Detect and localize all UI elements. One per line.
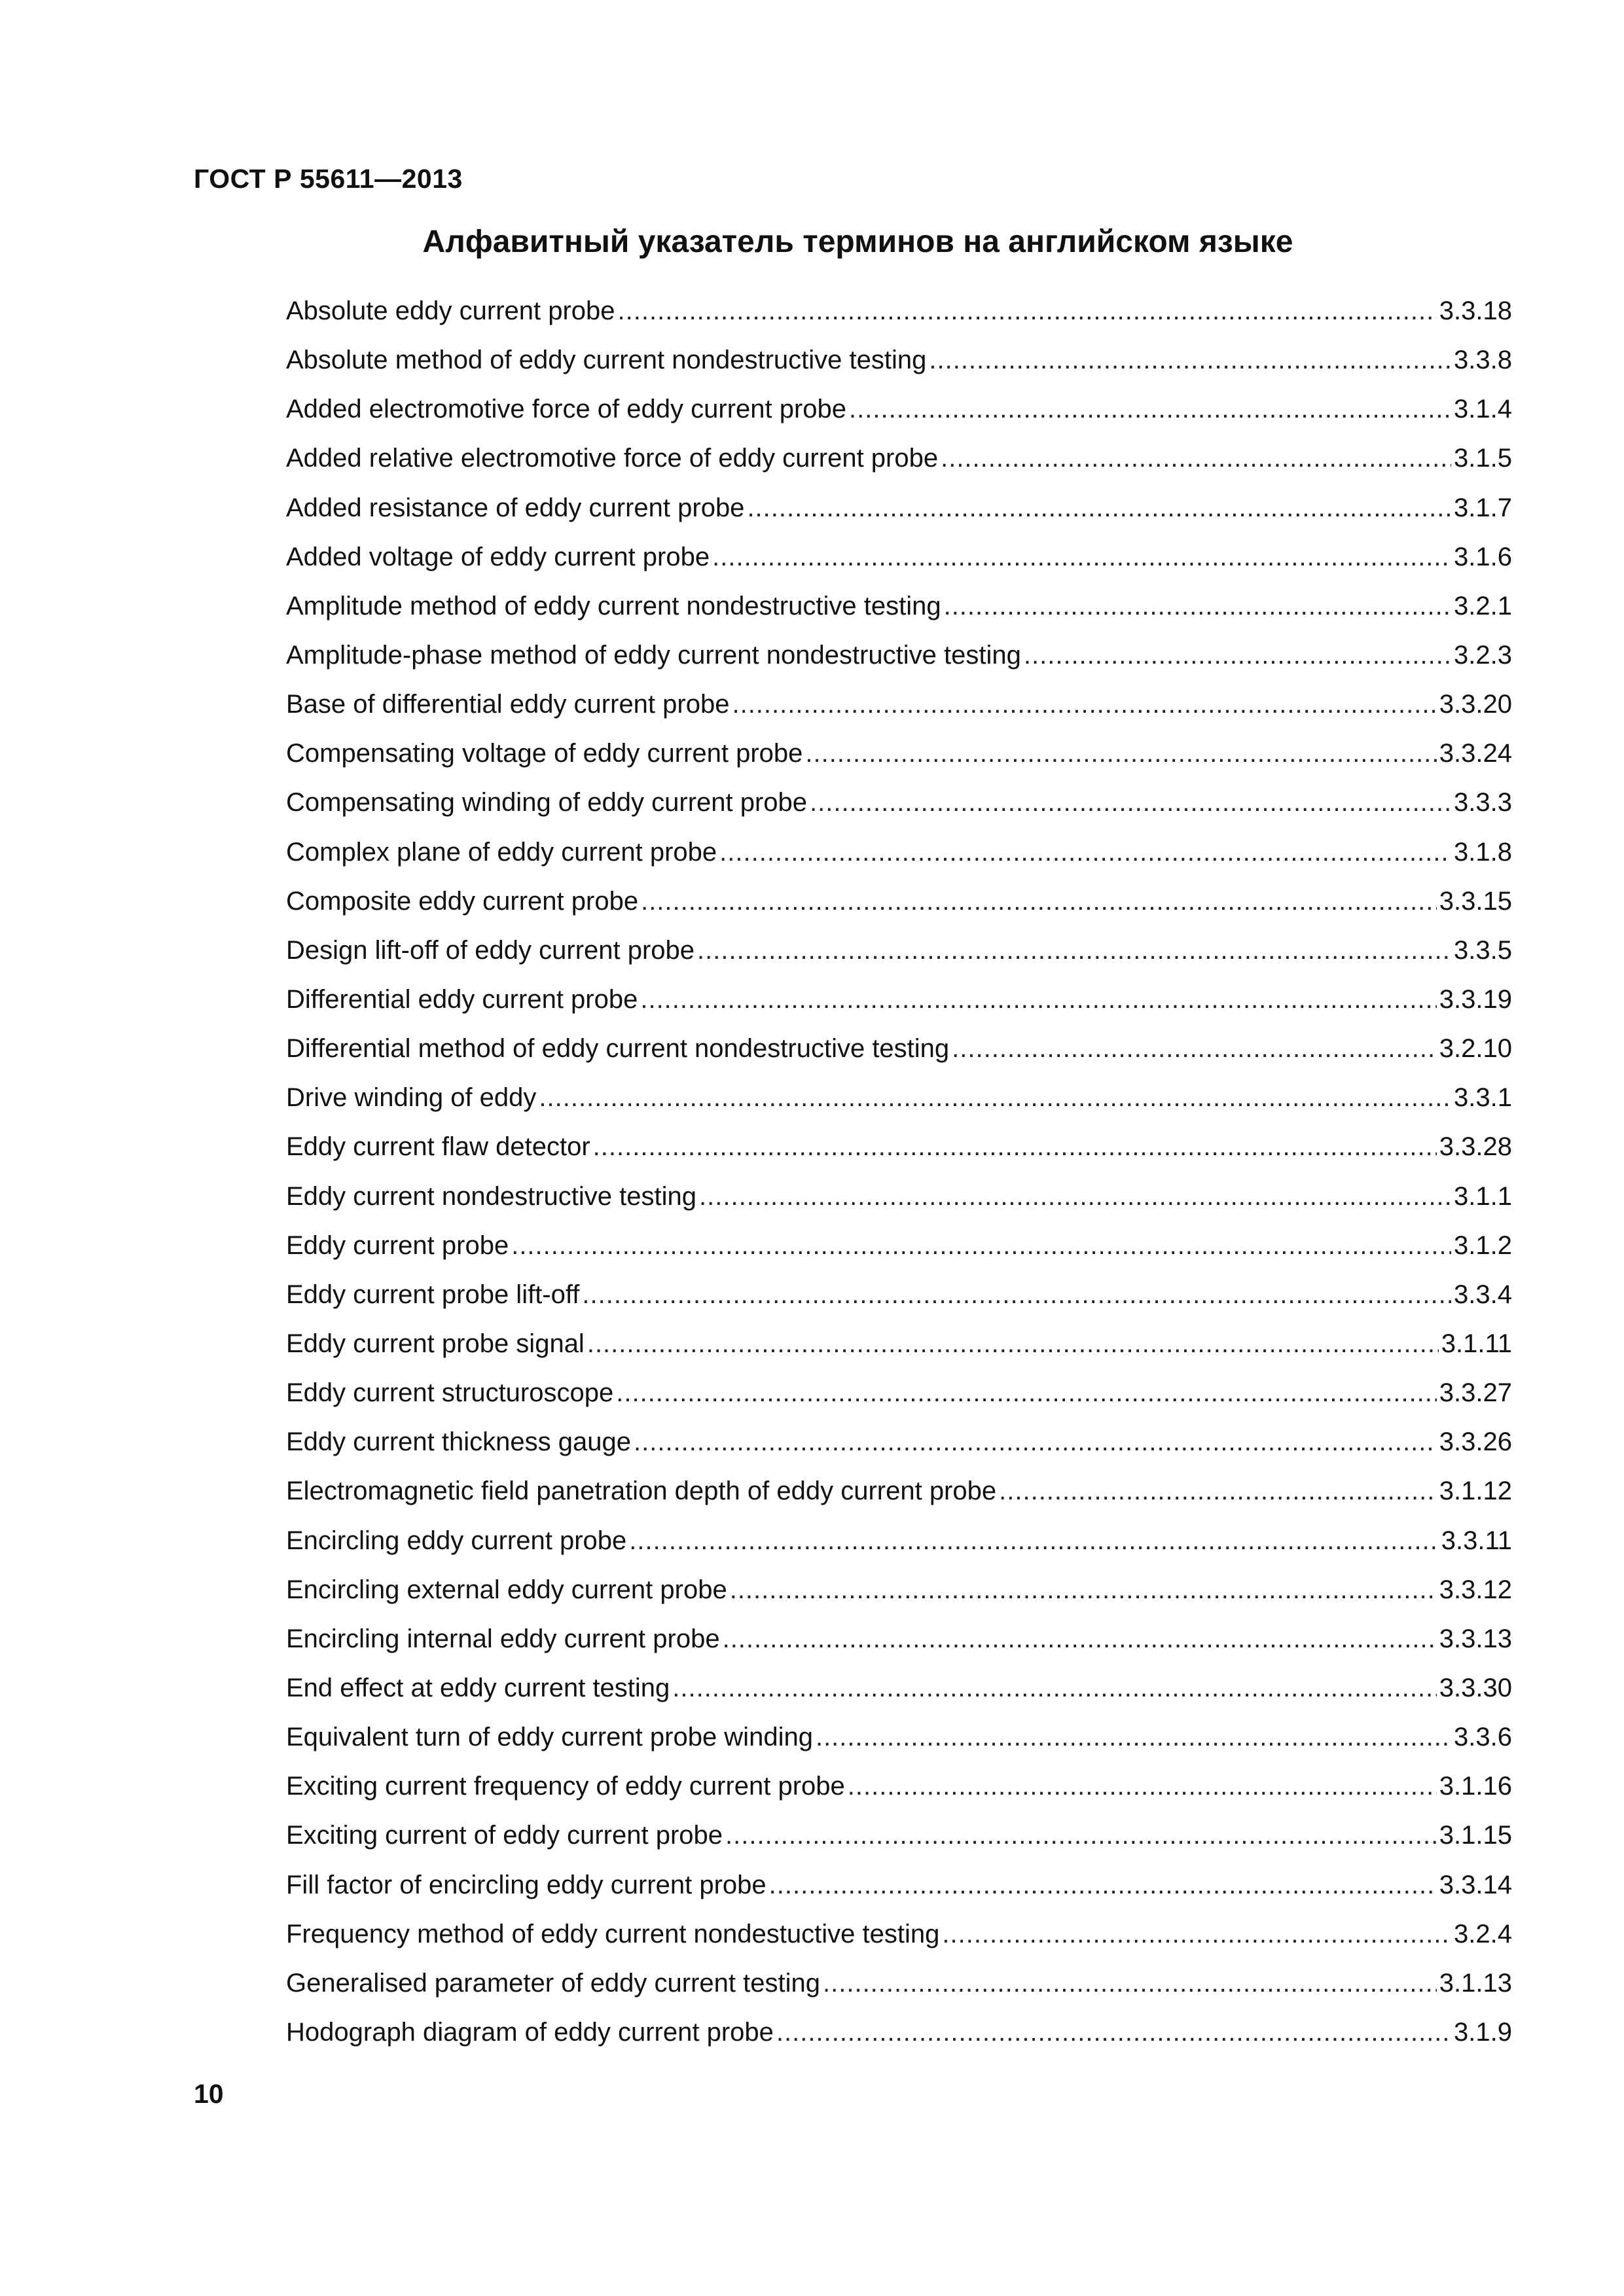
dot-leader (616, 1373, 1437, 1412)
index-term: Eddy current thickness gauge (286, 1427, 631, 1457)
document-header: ГОСТ Р 55611—2013 (194, 164, 463, 194)
index-entry (286, 1619, 1512, 1668)
dot-leader (672, 1668, 1436, 1708)
index-entry (286, 783, 1512, 832)
index-reference: 3.1.12 (1439, 1477, 1512, 1506)
index-reference: 3.3.1 (1454, 1083, 1512, 1113)
index-term: Base of differential eddy current probe (286, 690, 730, 719)
dot-leader (725, 1816, 1437, 1855)
index-entry (286, 537, 1512, 586)
index-entry (286, 1373, 1512, 1422)
index-term: Electromagnetic field panetration depth of eddy current probe (286, 1477, 997, 1506)
index-reference: 3.2.4 (1454, 1919, 1512, 1948)
index-reference: 3.2.3 (1454, 640, 1512, 670)
dot-leader (848, 1767, 1437, 1806)
dot-leader (582, 1275, 1451, 1314)
dot-leader (732, 685, 1436, 724)
index-entry (286, 389, 1512, 439)
index-term: Added electromotive force of eddy current probe (286, 395, 847, 424)
index-term: Eddy current nondestructive testing (286, 1181, 697, 1211)
index-term: Compensating voltage of eddy current probe (286, 739, 803, 768)
term-index-list (286, 291, 1512, 2062)
index-entry (286, 1078, 1512, 1127)
dot-leader (697, 931, 1451, 970)
index-term: Generalised parameter of eddy current testing (286, 1968, 820, 1998)
index-term: Added relative electromotive force of eddy current probe (286, 444, 939, 473)
index-reference: 3.1.15 (1439, 1821, 1512, 1850)
index-entry (286, 1964, 1512, 2013)
dot-leader (712, 537, 1451, 577)
index-entry (286, 1521, 1512, 1570)
index-term: Added resistance of eddy current probe (286, 493, 745, 522)
dot-leader (942, 1914, 1451, 1954)
index-term: Frequency method of eddy current nondestuctive testing (286, 1919, 940, 1948)
index-entry (286, 1816, 1512, 1865)
index-reference: 3.2.1 (1454, 591, 1512, 620)
index-entry (286, 586, 1512, 636)
index-reference: 3.3.8 (1454, 346, 1512, 375)
index-term: Exciting current of eddy current probe (286, 1821, 723, 1850)
index-term: Absolute method of eddy current nondestructive testing (286, 346, 927, 375)
index-reference: 3.3.20 (1439, 690, 1512, 719)
dot-leader (719, 833, 1451, 872)
index-term: Added voltage of eddy current probe (286, 542, 710, 571)
dot-leader (823, 1964, 1437, 2003)
index-reference: 3.1.6 (1454, 542, 1512, 571)
index-reference: 3.2.10 (1439, 1034, 1512, 1064)
index-term: Design lift-off of eddy current probe (286, 935, 695, 965)
index-entry (286, 1324, 1512, 1373)
dot-leader (944, 586, 1451, 626)
index-term: Eddy current probe (286, 1230, 509, 1260)
index-term: Eddy current probe signal (286, 1329, 585, 1358)
index-term: Composite eddy current probe (286, 886, 639, 916)
index-entry (286, 833, 1512, 882)
index-term: Fill factor of encircling eddy current probe (286, 1870, 767, 1899)
dot-leader (629, 1521, 1438, 1560)
dot-leader (641, 882, 1437, 921)
dot-leader (999, 1471, 1437, 1511)
dot-leader (769, 1865, 1437, 1905)
index-entry (286, 734, 1512, 783)
index-entry (286, 488, 1512, 537)
index-term: Amplitude-phase method of eddy current nondestructive testing (286, 640, 1021, 670)
dot-leader (952, 1029, 1437, 1068)
index-entry (286, 1914, 1512, 1964)
dot-leader (511, 1226, 1451, 1265)
index-reference: 3.3.13 (1439, 1624, 1512, 1653)
index-entry (286, 1226, 1512, 1275)
index-reference: 3.3.30 (1439, 1673, 1512, 1702)
index-entry (286, 931, 1512, 980)
dot-leader (539, 1078, 1451, 1117)
index-reference: 3.3.14 (1439, 1870, 1512, 1899)
dot-leader (810, 783, 1451, 822)
index-reference: 3.1.11 (1441, 1329, 1512, 1358)
index-term: Encircling internal eddy current probe (286, 1624, 720, 1653)
index-term: Encircling eddy current probe (286, 1526, 627, 1555)
index-reference: 3.3.12 (1439, 1575, 1512, 1604)
index-reference: 3.1.4 (1454, 395, 1512, 424)
index-reference: 3.3.6 (1454, 1723, 1512, 1752)
index-entry (286, 980, 1512, 1029)
index-entry (286, 1668, 1512, 1717)
index-reference: 3.3.18 (1439, 296, 1512, 325)
index-reference: 3.1.8 (1454, 837, 1512, 867)
index-term: End effect at eddy current testing (286, 1673, 670, 1702)
index-reference: 3.1.1 (1454, 1181, 1512, 1211)
index-entry (286, 291, 1512, 340)
dot-leader (699, 1177, 1451, 1216)
index-term: Eddy current probe lift-off (286, 1280, 580, 1309)
dot-leader (849, 389, 1451, 429)
index-entry (286, 2013, 1512, 2062)
index-reference: 3.3.19 (1439, 984, 1512, 1014)
index-entry (286, 636, 1512, 685)
index-term: Hodograph diagram of eddy current probe (286, 2017, 774, 2047)
dot-leader (747, 488, 1451, 528)
index-term: Differential eddy current probe (286, 984, 638, 1014)
dot-leader (593, 1127, 1437, 1166)
index-reference: 3.3.15 (1439, 886, 1512, 916)
dot-leader (730, 1570, 1437, 1609)
index-term: Encircling external eddy current probe (286, 1575, 727, 1604)
index-entry (286, 685, 1512, 734)
index-reference: 3.3.26 (1439, 1427, 1512, 1457)
dot-leader (618, 291, 1437, 331)
index-reference: 3.3.28 (1439, 1132, 1512, 1162)
index-term: Differential method of eddy current nondestructive testing (286, 1034, 950, 1064)
dot-leader (941, 439, 1451, 478)
index-entry (286, 882, 1512, 931)
index-entry (286, 340, 1512, 389)
dot-leader (816, 1717, 1451, 1757)
index-reference: 3.1.9 (1454, 2017, 1512, 2047)
index-entry (286, 1422, 1512, 1471)
dot-leader (587, 1324, 1439, 1363)
dot-leader (805, 734, 1436, 773)
index-entry (286, 1177, 1512, 1226)
index-reference: 3.1.5 (1454, 444, 1512, 473)
index-entry (286, 1767, 1512, 1816)
page-title: Алфавитный указатель терминов на английском языке (422, 224, 1293, 259)
dot-leader (1024, 636, 1451, 675)
index-entry (286, 1471, 1512, 1520)
index-reference: 3.3.5 (1454, 935, 1512, 965)
index-entry (286, 1275, 1512, 1324)
dot-leader (776, 2013, 1451, 2052)
index-entry (286, 1127, 1512, 1176)
index-entry (286, 439, 1512, 488)
index-reference: 3.3.3 (1454, 788, 1512, 817)
index-entry (286, 1029, 1512, 1078)
index-reference: 3.1.2 (1454, 1230, 1512, 1260)
index-reference: 3.3.27 (1439, 1378, 1512, 1408)
index-term: Equivalent turn of eddy current probe winding (286, 1723, 813, 1752)
index-term: Drive winding of eddy (286, 1083, 537, 1113)
index-term: Absolute eddy current probe (286, 296, 615, 325)
index-reference: 3.1.7 (1454, 493, 1512, 522)
page-number: 10 (194, 2079, 224, 2109)
index-term: Compensating winding of eddy current probe (286, 788, 808, 817)
dot-leader (929, 340, 1451, 380)
index-term: Exciting current frequency of eddy current probe (286, 1772, 845, 1801)
index-entry (286, 1717, 1512, 1767)
dot-leader (723, 1619, 1437, 1659)
index-reference: 3.3.24 (1439, 739, 1512, 768)
index-term: Eddy current structuroscope (286, 1378, 614, 1408)
dot-leader (634, 1422, 1437, 1462)
dot-leader (640, 980, 1436, 1019)
index-reference: 3.1.13 (1439, 1968, 1512, 1998)
index-reference: 3.3.11 (1441, 1526, 1512, 1555)
index-reference: 3.3.4 (1454, 1280, 1512, 1309)
index-entry (286, 1570, 1512, 1619)
index-term: Eddy current flaw detector (286, 1132, 590, 1162)
index-term: Amplitude method of eddy current nondestructive testing (286, 591, 941, 620)
index-entry (286, 1865, 1512, 1914)
index-term: Complex plane of eddy current probe (286, 837, 717, 867)
index-reference: 3.1.16 (1439, 1772, 1512, 1801)
